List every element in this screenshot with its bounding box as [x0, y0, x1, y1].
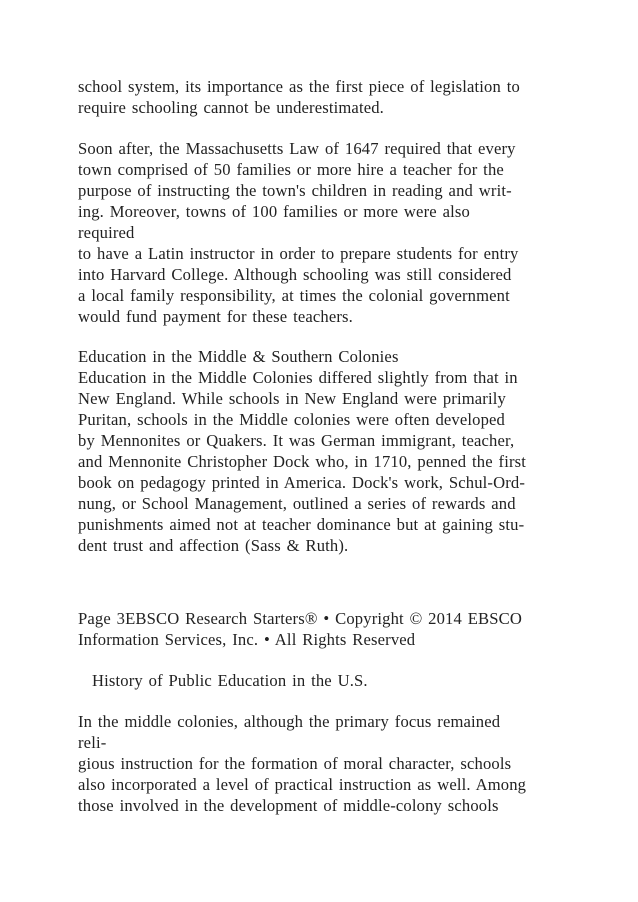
text-line: nung, or School Management, outlined a series of rewards and — [78, 494, 516, 513]
text-line: dent trust and affection (Sass & Ruth). — [78, 536, 349, 555]
text-line: reli- — [78, 733, 107, 752]
text-line: and Mennonite Christopher Dock who, in 1710, penned the first — [78, 452, 527, 471]
text-line: New England. While schools in New England were primarily — [78, 389, 506, 408]
section-heading: Education in the Middle & Southern Colonies — [78, 347, 399, 366]
text-line: would fund payment for these teachers. — [78, 307, 353, 326]
text-line: require schooling cannot be underestimated. — [78, 98, 384, 117]
running-header: History of Public Education in the U.S. — [92, 671, 368, 690]
text-line: Puritan, schools in the Middle colonies were often developed — [78, 410, 505, 429]
text-line: gious instruction for the formation of moral character, schools — [78, 754, 512, 773]
text-line: those involved in the development of middle-colony schools — [78, 796, 499, 815]
text-line: In the middle colonies, although the primary focus remained — [78, 712, 501, 731]
page-footer-line: Information Services, Inc. • All Rights Reserved — [78, 630, 416, 649]
text-line: a local family responsibility, at times the colonial government — [78, 286, 510, 305]
text-line: by Mennonites or Quakers. It was German immigrant, teacher, — [78, 431, 515, 450]
text-line: required — [78, 223, 135, 242]
text-line: to have a Latin instructor in order to prepare students for entry — [78, 244, 519, 263]
text-line: into Harvard College. Although schooling was still considered — [78, 265, 512, 284]
text-line: Education in the Middle Colonies differed slightly from that in — [78, 368, 518, 387]
text-line: school system, its importance as the first piece of legislation to — [78, 77, 520, 96]
text-line: ing. Moreover, towns of 100 families or more were also — [78, 202, 470, 221]
text-line: town comprised of 50 families or more hire a teacher for the — [78, 160, 504, 179]
text-line: also incorporated a level of practical instruction as well. Among — [78, 775, 527, 794]
text-line: purpose of instructing the town's children in reading and writ- — [78, 181, 512, 200]
text-line: punishments aimed not at teacher dominance but at gaining stu- — [78, 515, 525, 534]
text-line: Soon after, the Massachusetts Law of 1647 required that every — [78, 139, 516, 158]
page-footer-line: Page 3EBSCO Research Starters® • Copyright © 2014 EBSCO — [78, 609, 522, 628]
text-line: book on pedagogy printed in America. Dock's work, Schul-Ord- — [78, 473, 526, 492]
